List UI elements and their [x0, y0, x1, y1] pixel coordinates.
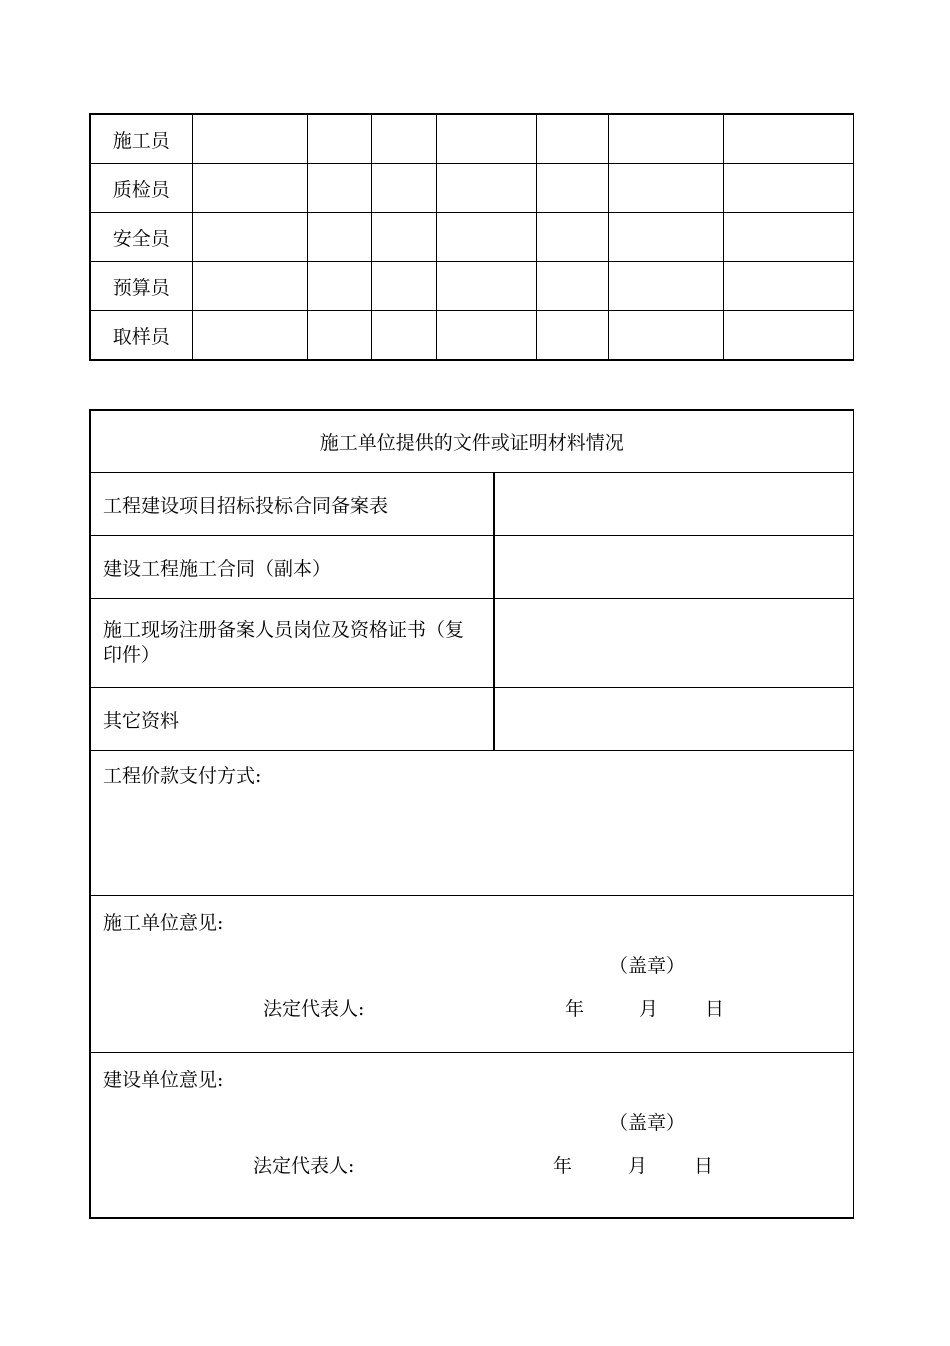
- owner-opinion-label: 建设单位意见:: [103, 1069, 224, 1091]
- staff-blank-cell: [436, 311, 536, 361]
- contractor-opinion-label: 施工单位意见:: [103, 912, 224, 934]
- staff-row: [90, 311, 853, 361]
- staff-blank-cell: [436, 262, 536, 311]
- staff-row: [90, 213, 853, 262]
- staff-blank-cell: [436, 213, 536, 262]
- staff-blank-cell: [371, 213, 436, 262]
- staff-blank-cell: [192, 311, 307, 361]
- contractor-day-label: 日: [705, 998, 725, 1020]
- owner-seal-label: （盖章）: [609, 1112, 686, 1134]
- contractor-opinion-cell: [90, 896, 853, 1053]
- staff-blank-cell: [436, 114, 536, 164]
- staff-row: [90, 164, 853, 213]
- staff-blank-cell: [608, 262, 723, 311]
- doc-item-tender-contract-record: 工程建设项目招标投标合同备案表: [90, 473, 494, 536]
- owner-opinion-cell: [90, 1053, 853, 1219]
- documents-heading: 施工单位提供的文件或证明材料情况: [90, 410, 853, 473]
- staff-blank-cell: [723, 164, 853, 213]
- staff-blank-cell: [307, 114, 371, 164]
- staff-table-body: [90, 114, 853, 360]
- owner-year-label: 年: [553, 1155, 573, 1177]
- staff-role-label: 安全员: [90, 213, 192, 262]
- staff-blank-cell: [536, 262, 608, 311]
- staff-role-label: 取样员: [90, 311, 192, 361]
- staff-row: [90, 262, 853, 311]
- staff-role-label: 施工员: [90, 114, 192, 164]
- staff-blank-cell: [371, 311, 436, 361]
- contractor-month-label: 月: [639, 998, 659, 1020]
- staff-blank-cell: [192, 114, 307, 164]
- staff-blank-cell: [608, 213, 723, 262]
- doc-cell-personnel-certificates: [494, 599, 853, 688]
- staff-blank-cell: [192, 262, 307, 311]
- staff-table: [89, 113, 854, 361]
- doc-cell-tender-contract-record: [494, 473, 853, 536]
- contractor-legal-rep-label: 法定代表人:: [263, 998, 365, 1020]
- owner-legal-rep-label: 法定代表人:: [253, 1155, 355, 1177]
- staff-blank-cell: [307, 164, 371, 213]
- payment-method-label: 工程价款支付方式:: [103, 765, 262, 787]
- doc-item-other-materials: 其它资料: [90, 688, 494, 751]
- staff-blank-cell: [608, 311, 723, 361]
- staff-blank-cell: [371, 114, 436, 164]
- owner-month-label: 月: [628, 1155, 648, 1177]
- staff-blank-cell: [536, 311, 608, 361]
- doc-item-personnel-certificates: 施工现场注册备案人员岗位及资格证书（复印件）: [90, 599, 494, 688]
- staff-blank-cell: [723, 213, 853, 262]
- staff-blank-cell: [307, 262, 371, 311]
- doc-item-construction-contract: 建设工程施工合同（副本）: [90, 536, 494, 599]
- staff-blank-cell: [307, 213, 371, 262]
- staff-blank-cell: [723, 311, 853, 361]
- staff-blank-cell: [723, 114, 853, 164]
- staff-blank-cell: [536, 164, 608, 213]
- documents-table: [89, 409, 854, 1219]
- staff-blank-cell: [608, 114, 723, 164]
- staff-blank-cell: [436, 164, 536, 213]
- staff-blank-cell: [192, 164, 307, 213]
- staff-blank-cell: [608, 164, 723, 213]
- doc-cell-construction-contract: [494, 536, 853, 599]
- staff-blank-cell: [371, 164, 436, 213]
- staff-role-label: 质检员: [90, 164, 192, 213]
- staff-blank-cell: [723, 262, 853, 311]
- staff-blank-cell: [536, 114, 608, 164]
- staff-blank-cell: [192, 213, 307, 262]
- staff-role-label: 预算员: [90, 262, 192, 311]
- staff-row: [90, 114, 853, 164]
- staff-blank-cell: [371, 262, 436, 311]
- payment-method-cell: [90, 751, 853, 896]
- staff-blank-cell: [307, 311, 371, 361]
- doc-cell-other-materials: [494, 688, 853, 751]
- contractor-seal-label: （盖章）: [609, 955, 686, 977]
- owner-day-label: 日: [694, 1155, 714, 1177]
- staff-blank-cell: [536, 213, 608, 262]
- contractor-year-label: 年: [565, 998, 585, 1020]
